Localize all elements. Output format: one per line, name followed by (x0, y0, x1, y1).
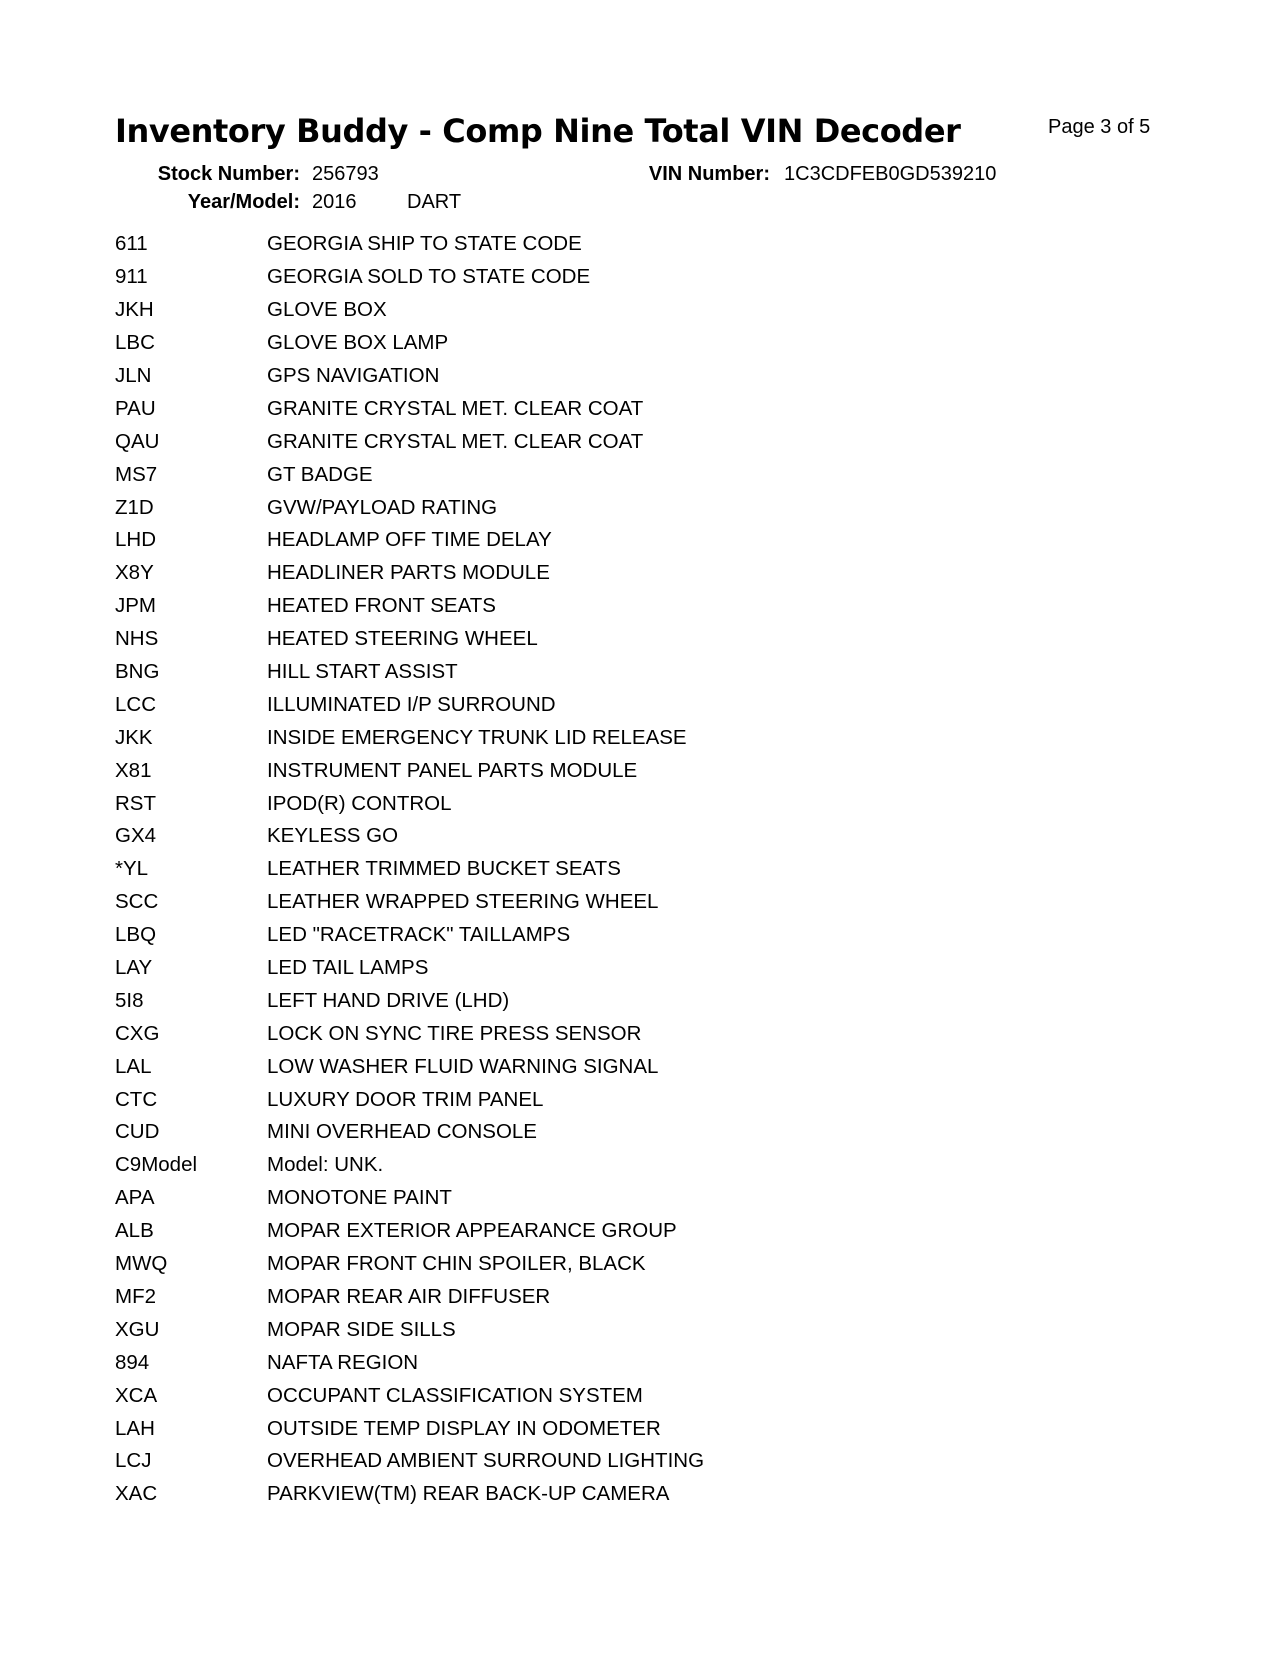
option-code: JLN (115, 364, 152, 387)
option-row (115, 886, 704, 919)
option-code: 611 (115, 232, 148, 256)
option-code: Z1D (115, 495, 154, 519)
option-row (115, 1017, 704, 1050)
option-code: 894 (115, 1350, 150, 1374)
option-row (115, 557, 704, 590)
option-description: HEADLINER PARTS MODULE (267, 561, 550, 585)
option-row (115, 458, 704, 491)
option-row (115, 1248, 704, 1281)
option-code: LCC (115, 692, 157, 716)
option-description: GEORGIA SOLD TO STATE CODE (267, 265, 591, 289)
option-code: LAL (115, 1054, 152, 1078)
option-description: LEATHER TRIMMED BUCKET SEATS (267, 857, 621, 881)
option-code: SCC (115, 890, 159, 914)
option-description: MOPAR REAR AIR DIFFUSER (267, 1284, 551, 1308)
option-code: XGU (115, 1317, 160, 1341)
option-row (115, 327, 704, 360)
option-description: LED "RACETRACK" TAILLAMPS (267, 923, 571, 947)
option-row (115, 228, 704, 261)
year-model-label: Year/Model: (187, 191, 300, 213)
option-code: XAC (115, 1482, 158, 1506)
option-code: JKK (115, 725, 153, 749)
option-code: BNG (115, 660, 160, 684)
option-code: X8Y (115, 561, 154, 585)
option-description: GVW/PAYLOAD RATING (267, 495, 498, 519)
option-code: JKH (115, 298, 154, 322)
option-row (115, 820, 704, 853)
option-code: MS7 (115, 462, 158, 486)
option-code: LCJ (115, 1449, 152, 1473)
option-row (115, 1313, 704, 1346)
option-description: ILLUMINATED I/P SURROUND (267, 692, 556, 716)
option-description: GPS NAVIGATION (267, 364, 440, 387)
option-description: NAFTA REGION (267, 1350, 419, 1374)
option-description: GRANITE CRYSTAL MET. CLEAR COAT (267, 396, 644, 420)
option-description: MONOTONE PAINT (267, 1186, 452, 1210)
option-row (115, 721, 704, 754)
option-code: RST (115, 791, 156, 815)
option-code: GX4 (115, 824, 157, 848)
option-row (115, 524, 704, 557)
option-row (115, 261, 704, 294)
option-row (115, 1281, 704, 1314)
option-description: GLOVE BOX (267, 298, 387, 322)
model-value: DART (407, 191, 462, 213)
option-description: HEADLAMP OFF TIME DELAY (267, 528, 552, 552)
option-description: GEORGIA SHIP TO STATE CODE (267, 232, 582, 256)
option-description: HILL START ASSIST (267, 660, 458, 684)
option-description: INSTRUMENT PANEL PARTS MODULE (267, 758, 638, 782)
vin-number-value: 1C3CDFEB0GD539210 (784, 163, 997, 185)
option-row (115, 853, 704, 886)
option-code: QAU (115, 429, 160, 453)
option-description: LOW WASHER FLUID WARNING SIGNAL (267, 1054, 659, 1078)
option-description: GLOVE BOX LAMP (267, 331, 449, 355)
option-row (115, 1412, 704, 1445)
option-description: HEATED FRONT SEATS (267, 594, 496, 618)
option-description: MOPAR SIDE SILLS (267, 1317, 456, 1341)
option-description: LED TAIL LAMPS (267, 956, 429, 980)
option-code: MWQ (115, 1252, 168, 1276)
option-description: PARKVIEW(TM) REAR BACK-UP CAMERA (267, 1482, 670, 1506)
option-description: LUXURY DOOR TRIM PANEL (267, 1087, 544, 1111)
option-row (115, 1379, 704, 1412)
option-row (115, 1149, 704, 1182)
option-code-list (115, 228, 704, 1511)
option-code: LBC (115, 331, 155, 355)
option-code: LAH (115, 1416, 155, 1440)
option-row (115, 984, 704, 1017)
option-description: HEATED STEERING WHEEL (267, 627, 538, 651)
option-code: APA (115, 1186, 155, 1210)
option-row (115, 787, 704, 820)
option-row (115, 1346, 704, 1379)
vin-number-label: VIN Number: (648, 163, 770, 185)
option-code: ALB (115, 1219, 154, 1243)
option-description: IPOD(R) CONTROL (267, 791, 452, 815)
year-value: 2016 (312, 191, 357, 213)
option-code: CTC (115, 1087, 158, 1111)
option-description: LEFT HAND DRIVE (LHD) (267, 988, 510, 1012)
option-row (115, 425, 704, 458)
option-row (115, 1116, 704, 1149)
option-row (115, 392, 704, 425)
option-description: OCCUPANT CLASSIFICATION SYSTEM (267, 1383, 643, 1407)
option-code: LBQ (115, 923, 157, 947)
option-description: INSIDE EMERGENCY TRUNK LID RELEASE (267, 725, 687, 749)
option-row (115, 656, 704, 689)
option-code: JPM (115, 594, 156, 618)
option-code: LAY (115, 956, 153, 980)
option-code: X81 (115, 758, 152, 782)
option-row (115, 1445, 704, 1478)
option-row (115, 754, 704, 787)
option-row (115, 1083, 704, 1116)
option-row (115, 1050, 704, 1083)
option-row (115, 1182, 704, 1215)
option-code: NHS (115, 627, 159, 651)
option-description: MOPAR EXTERIOR APPEARANCE GROUP (267, 1219, 677, 1243)
option-row (115, 1215, 704, 1248)
option-description: MOPAR FRONT CHIN SPOILER, BLACK (267, 1252, 646, 1276)
option-code: LHD (115, 528, 157, 552)
stock-number-label: Stock Number: (157, 163, 300, 185)
option-code: C9Model (115, 1153, 198, 1177)
option-code: *YL (115, 857, 149, 881)
option-code: CXG (115, 1021, 160, 1045)
option-row (115, 491, 704, 524)
option-description: Model: UNK. (267, 1153, 384, 1177)
option-row (115, 1478, 704, 1511)
option-row (115, 623, 704, 656)
option-code: PAU (115, 396, 156, 420)
option-description: KEYLESS GO (267, 824, 399, 848)
option-row (115, 688, 704, 721)
option-description: LOCK ON SYNC TIRE PRESS SENSOR (267, 1021, 642, 1045)
option-code: 911 (115, 265, 148, 289)
option-description: OVERHEAD AMBIENT SURROUND LIGHTING (267, 1449, 705, 1473)
option-description: GRANITE CRYSTAL MET. CLEAR COAT (267, 429, 644, 453)
option-description: OUTSIDE TEMP DISPLAY IN ODOMETER (267, 1416, 661, 1440)
page-title: Inventory Buddy - Comp Nine Total VIN Decoder (115, 112, 961, 150)
option-row (115, 294, 704, 327)
option-code: CUD (115, 1120, 160, 1144)
option-description: MINI OVERHEAD CONSOLE (267, 1120, 537, 1144)
option-row (115, 952, 704, 985)
option-description: LEATHER WRAPPED STEERING WHEEL (267, 890, 659, 914)
option-row (115, 590, 704, 623)
option-row (115, 360, 704, 393)
option-code: MF2 (115, 1284, 156, 1308)
stock-number-value: 256793 (312, 163, 379, 185)
option-row (115, 919, 704, 952)
page-number: Page 3 of 5 (1048, 116, 1151, 138)
option-code: 5I8 (115, 988, 144, 1012)
option-code: XCA (115, 1383, 158, 1407)
option-description: GT BADGE (267, 462, 373, 486)
